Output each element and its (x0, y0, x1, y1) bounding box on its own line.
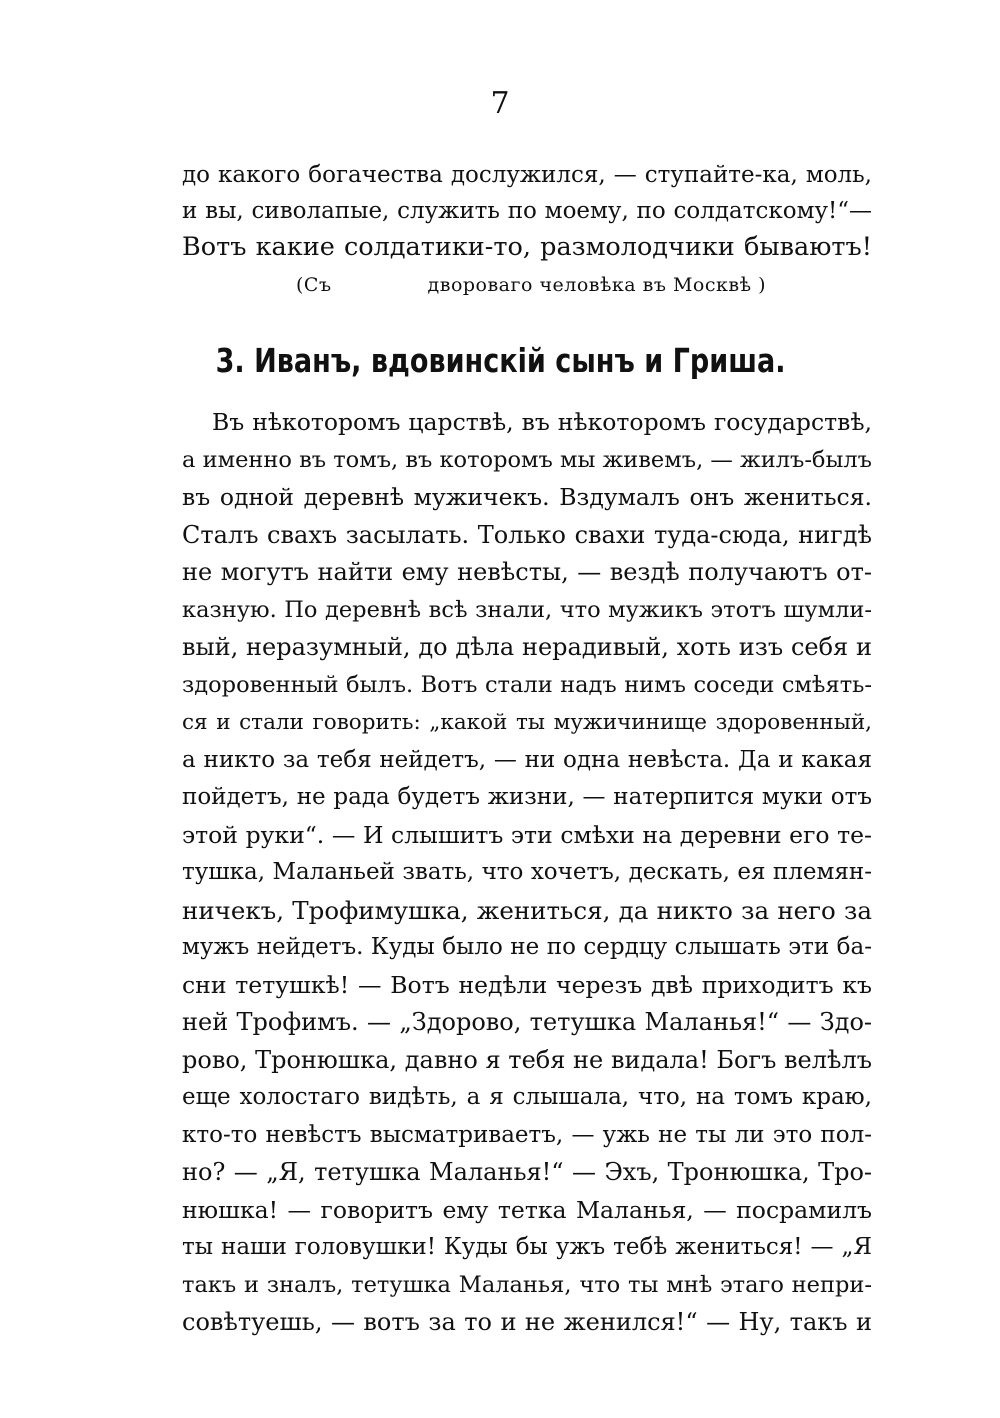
text-line: и вы, сиволапые, служить по моему, по солдатскому!“— (182, 198, 872, 224)
text-line: казную. По деревнѣ всѣ знали, что мужикъ этотъ шумли- (182, 596, 872, 623)
section-heading: 3. Иванъ, вдовинскій сынъ и Гриша. (215, 341, 786, 380)
text-line: нюшка! — говоритъ ему тетка Маланья, — посрамилъ (182, 1195, 872, 1224)
text-line: такъ и зналъ, тетушка Маланья, что ты мнѣ этаго непри- (182, 1271, 872, 1298)
text-line: сни тетушкѣ! — Вотъ недѣли черезъ двѣ приходитъ къ (182, 970, 872, 999)
text-line: Въ нѣкоторомъ царствѣ, въ нѣкоторомъ государствѣ, (212, 408, 872, 436)
source-note (296, 273, 766, 297)
text-line: этой руки“. — И слышитъ эти смѣхи на деревни его те- (182, 820, 872, 849)
text-line: пойдетъ, не рада будетъ жизни, — натерпится муки отъ (182, 784, 872, 810)
text-line: не могутъ найти ему невѣсты, — вездѣ получаютъ от- (182, 558, 872, 586)
source-note-left: (Съ (296, 274, 332, 296)
source-note-right: двороваго человѣка въ Москвѣ ) (427, 274, 766, 296)
body-paragraph (182, 404, 872, 1342)
text-line: тушка, Маланьей звать, что хочетъ, дескать, ея племян- (182, 859, 872, 885)
continuation-paragraph (182, 157, 872, 265)
text-line: Сталъ свахъ засылать. Только свахи туда-сюда, нигдѣ (182, 520, 872, 549)
page-number: 7 (490, 86, 510, 121)
text-line: вый, неразумный, до дѣла нерадивый, хоть изъ себя и (182, 633, 872, 661)
text-line: здоровенный былъ. Вотъ стали надъ нимъ соседи смѣять- (182, 671, 872, 698)
text-line: ничекъ, Трофимушка, жениться, да никто за него за (182, 895, 872, 925)
text-line: а именно въ томъ, въ которомъ мы живемъ, — жилъ-былъ (182, 446, 872, 473)
text-line: а никто за тебя нейдетъ, — ни одна невѣста. Да и какая (182, 746, 872, 773)
text-line: Вотъ какие солдатики-то, размолодчики бываютъ! (182, 232, 872, 262)
text-line: еще холостаго видѣть, а я слышала, что, на томъ краю, (182, 1084, 872, 1110)
text-line: рово, Тронюшка, давно я тебя не видала! Богъ велѣлъ (182, 1045, 872, 1074)
text-line: но? — „Я, тетушка Маланья!“ — Эхъ, Тронюшка, Тро- (182, 1158, 872, 1186)
text-line: до какого богачества дослужился, — ступайте-ка, моль, (182, 162, 872, 188)
text-line: совѣтуешь, — вотъ за то и не женился!“ — Ну, такъ и (182, 1308, 872, 1336)
text-line: въ одной деревнѣ мужичекъ. Вздумалъ онъ жениться. (182, 483, 872, 511)
text-line: кто-то невѣстъ высматриваетъ, — ужь не ты ли это пол- (182, 1121, 872, 1148)
text-line: ней Трофимъ. — „Здорово, тетушка Маланья!“ — Здо- (182, 1008, 872, 1036)
text-line: ся и стали говорить: „какой ты мужичинище здоровенный, (182, 710, 872, 735)
text-line: мужъ нейдетъ. Куды было не по сердцу слышать эти ба- (182, 934, 872, 960)
text-line: ты наши головушки! Куды бы ужъ тебѣ жениться! — „Я (182, 1234, 872, 1260)
